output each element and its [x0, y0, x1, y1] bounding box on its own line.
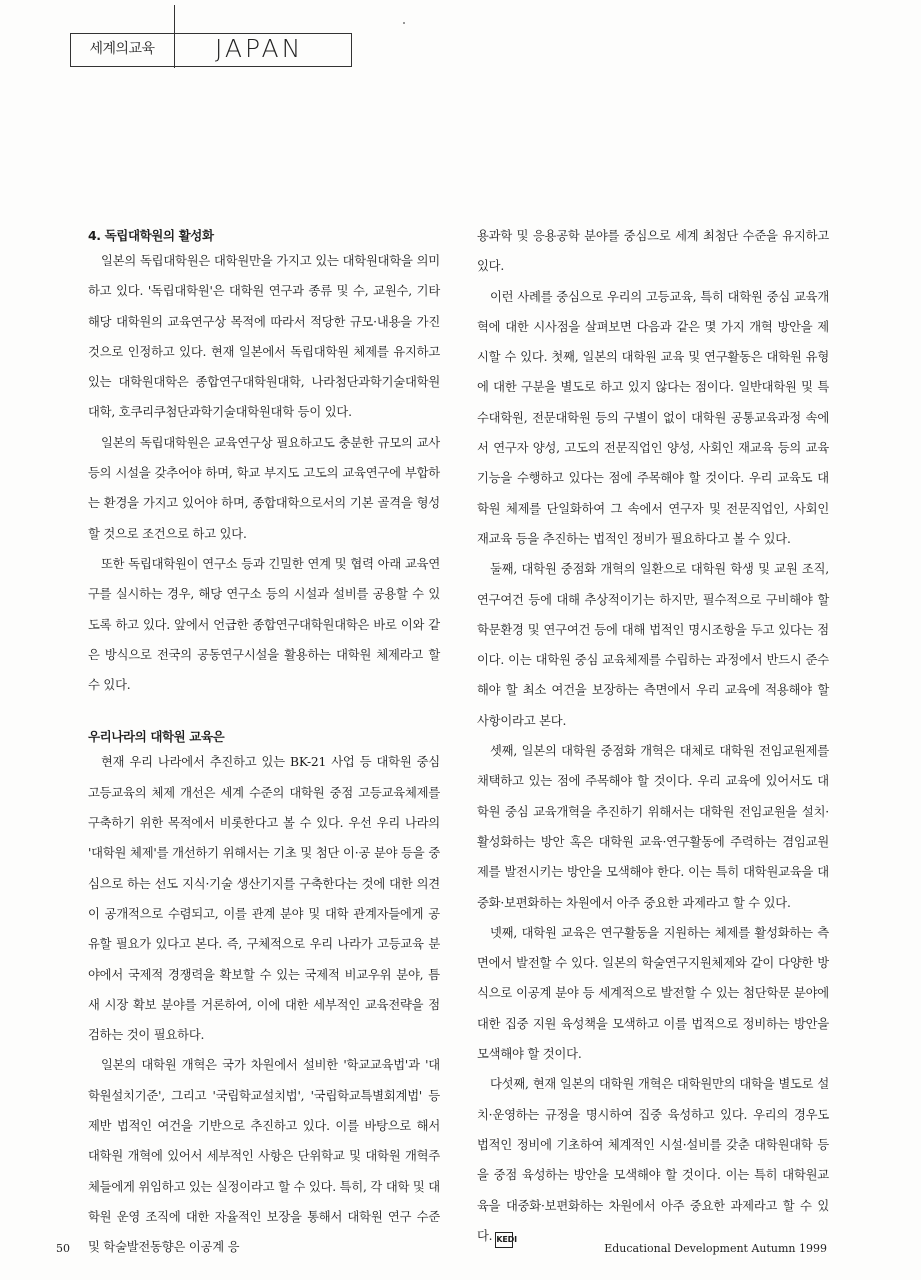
- right-paragraph-0: 용과학 및 응용공학 분야를 중심으로 세계 최첨단 수준을 유지하고 있다.: [477, 229, 829, 274]
- right-paragraph-5-text: 다섯째, 현재 일본의 대학원 개혁은 대학원만의 대학을 별도로 설치·운영하는 규정을 명시하여 집중 육성하고 있다. 우리의 경우도 법적인 정비에 기초하여 체계적인 시설·설비를 갖춘 대학원대학 등을 중점 육성하는 방안을 모색해야 할 것이다. 이는 특히 대학원교육을 대중화·보편화하는 차원에서 아주 중요한 과제라고 할 수 있다.: [477, 1077, 829, 1243]
- left-paragraph-2: 일본의 독립대학원은 교육연구상 필요하고도 충분한 규모의 교사 등의 시설을 갖추어야 하며, 학교 부지도 고도의 교육연구에 부합하는 환경을 가지고 있어야 하며, 종합대학으로서의 기본 골격을 형성할 것으로 조건으로 하고 있다.: [88, 435, 440, 541]
- section-heading-korea-graduate-education: 우리나라의 대학원 교육은: [88, 729, 225, 745]
- right-paragraph-3: 셋째, 일본의 대학원 중점화 개혁은 대체로 대학원 전임교원제를 채택하고 있는 점에 주목해야 할 것이다. 우리 교육에 있어서도 대학원 중심 교육개혁을 추진하기 위해서는 대학원 전임교원을 설치·활성화하는 방안 혹은 대학원 교육·연구활동에 주력하는 겸임교원제를 발전시키는 방안을 모색해야 한다. 이는 특히 대학원교육을 대중화·보편화하는 차원에서 아주 중요한 과제라고 할 수 있다.: [477, 744, 829, 910]
- section-heading-independent-graduate-school: 4. 독립대학원의 활성화: [88, 228, 214, 243]
- right-paragraph-1: 이런 사례를 중심으로 우리의 고등교육, 특히 대학원 중심 교육개혁에 대한 시사점을 살펴보면 다음과 같은 몇 가지 개혁 방안을 제시할 수 있다. 첫째, 일본의 대학원 교육 및 연구활동은 대학원 유형에 대한 구분을 별도로 하고 있지 않다는 점이다. 일반대학원 및 특수대학원, 전문대학원 등의 구별이 없이 대학원 공통교육과정 속에서 연구자 양성, 고도의 전문직업인 양성, 사회인 재교육 등의 교육기능을 수행하고 있다는 점에 주목해야 할 것이다. 우리 교육도 대학원 체제를 단일화하여 그 속에서 연구자 및 전문직업인, 사회인 재교육 등을 추진하는 법적인 정비가 필요하다고 볼 수 있다.: [477, 289, 829, 546]
- right-paragraph-2: 둘째, 대학원 중점화 개혁의 일환으로 대학원 학생 및 교원 조직, 연구여건 등에 대해 추상적이기는 하지만, 필수적으로 구비해야 할 학문환경 및 연구여건 등에 대해 법적인 명시조항을 두고 있다는 점이다. 이는 대학원 중심 교육체제를 수립하는 과정에서 반드시 준수해야 할 최소 여건을 보장하는 측면에서 우리 교육에 적용해야 할 사항이라고 본다.: [477, 562, 829, 728]
- end-mark-logo: KEDI: [495, 1232, 513, 1248]
- left-column: [88, 226, 440, 1263]
- page-number: 50: [56, 1242, 70, 1255]
- header-country-label: JAPAN: [215, 34, 304, 63]
- page-header: [70, 33, 352, 67]
- right-column: [477, 226, 829, 1251]
- right-paragraph-5: [477, 1069, 829, 1251]
- print-speck: [403, 22, 405, 24]
- header-section-label: 세계의교육: [89, 41, 155, 57]
- header-divider: [174, 5, 175, 68]
- left-paragraph-1: 일본의 독립대학원은 대학원만을 가지고 있는 대학원대학을 의미하고 있다. '독립대학원'은 대학원 연구과 종류 및 수, 교원수, 기타 해당 대학원의 교육연구상 목적에 따라서 적당한 규모·내용을 가진 것으로 인정하고 있다. 현재 일본에서 독립대학원 체제를 유지하고 있는 대학원대학은 종합연구대학원대학, 나라첨단과학기술대학원대학, 호쿠리쿠첨단과학기술대학원대학 등이 있다.: [88, 254, 440, 420]
- publication-title: Educational Development Autumn 1999: [604, 1242, 827, 1255]
- left-paragraph-5: 일본의 대학원 개혁은 국가 차원에서 설비한 '학교교육법'과 '대학원설치기준', 그리고 '국립학교설치법', '국립학교특별회계법' 등 제반 법적인 여건을 기반으로 추진하고 있다. 이를 바탕으로 해서 대학원 개혁에 있어서 세부적인 사항은 단위학교 및 대학원 개혁주체들에게 위임하고 있는 실정이라고 할 수 있다. 특히, 각 대학 및 대학원 운영 조직에 대한 자율적인 보장을 통해서 대학원 연구 수준 및 학술발전동향은 이공계 응: [88, 1058, 440, 1255]
- left-paragraph-3: 또한 독립대학원이 연구소 등과 긴밀한 연계 및 협력 아래 교육연구를 실시하는 경우, 해당 연구소 등의 시설과 설비를 공용할 수 있도록 하고 있다. 앞에서 언급한 종합연구대학원대학은 바로 이와 같은 방식으로 전국의 공동연구시설을 활용하는 대학원 체제라고 할 수 있다.: [88, 556, 440, 693]
- left-paragraph-4: 현재 우리 나라에서 추진하고 있는 BK-21 사업 등 대학원 중심 고등교육의 체제 개선은 세계 수준의 대학원 중점 고등교육체제를 구축하기 위한 목적에서 비롯한다고 볼 수 있다. 우선 우리 나라의 '대학원 체제'를 개선하기 위해서는 기초 및 첨단 이·공 분야 등을 중심으로 하는 선도 지식·기술 생산기지를 구축한다는 것에 대한 의견이 공개적으로 수렴되고, 이를 관계 분야 및 대학 관계자들에게 공유할 필요가 있다고 본다. 즉, 구체적으로 우리 나라가 고등교육 분야에서 국제적 경쟁력을 확보할 수 있는 국제적 비교우위 분야, 틈새 시장 확보 분야를 거론하여, 이에 대한 세부적인 교육전략을 점검하는 것이 필요하다.: [88, 755, 440, 1043]
- right-paragraph-4: 넷째, 대학원 교육은 연구활동을 지원하는 체제를 활성화하는 측면에서 발전할 수 있다. 일본의 학술연구지원체제와 같이 다양한 방식으로 이공계 분야 등 세계적으로 발전할 수 있는 첨단학문 분야에 대한 집중 지원 육성책을 모색하고 이를 법적으로 정비하는 방안을 모색해야 할 것이다.: [477, 925, 829, 1062]
